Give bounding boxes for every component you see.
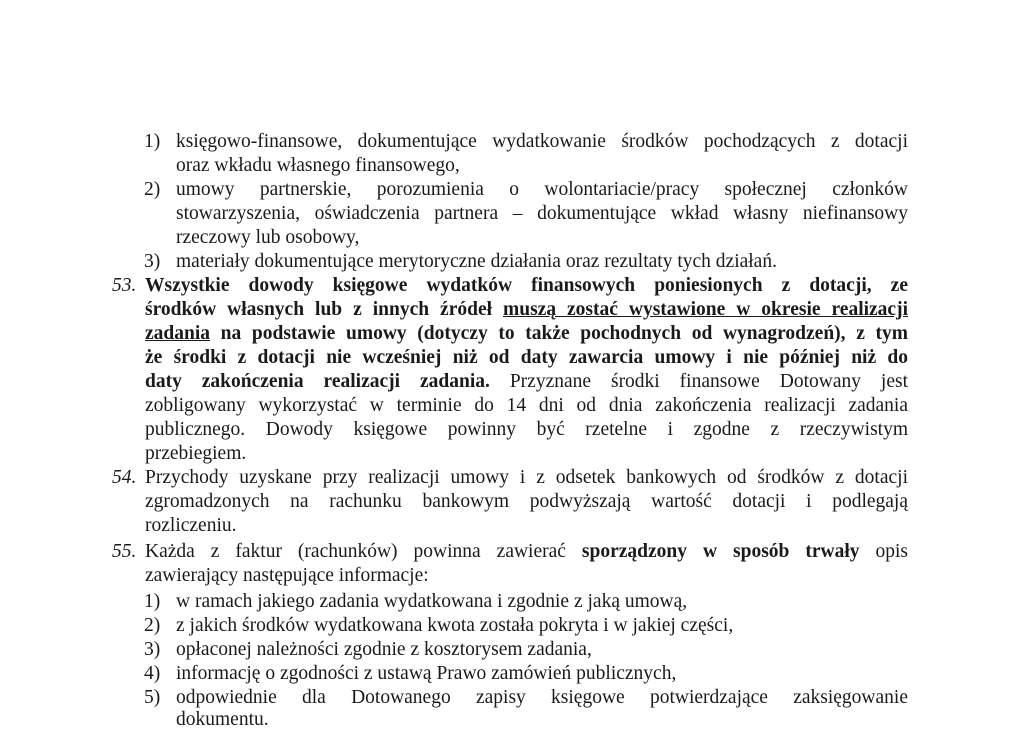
paragraph-55-number: 55.: [112, 541, 137, 562]
paragraph-53-line-1-text: Wszystkie dowody księgowe wydatków finansowych poniesionych z dotacji, ze: [145, 275, 908, 296]
paragraph-55-line-1: [145, 540, 908, 564]
list-a-number-2: 2): [144, 179, 161, 200]
list-b-item-5-line-1: odpowiednie dla Dotowanego zapisy księgowe potwierdzające zaksięgowanie: [176, 687, 908, 708]
list-a-item-2-line-3: rzeczowy lub osobowy,: [176, 227, 360, 248]
list-a-item-2-line-1: umowy partnerskie, porozumienia o wolontariacie/pracy społecznej członków: [176, 179, 908, 200]
list-b-number-5: 5): [144, 687, 161, 708]
paragraph-54-line-1: Przychody uzyskane przy realizacji umowy i z odsetek bankowych od środków z dotacji: [145, 467, 908, 488]
paragraph-55-line-1-regular: Każda z faktur (rachunków) powinna zawierać: [145, 541, 582, 562]
list-b-item-2-line-1: z jakich środków wydatkowana kwota została pokryta i w jakiej części,: [176, 615, 734, 636]
list-b-number-3: 3): [144, 639, 161, 660]
paragraph-54-line-3: rozliczeniu.: [145, 515, 237, 536]
list-b-item-3-line-1: opłaconej należności zgodnie z kosztorysem zadania,: [176, 639, 592, 660]
paragraph-55-line-2: zawierający następujące informacje:: [145, 565, 429, 586]
paragraph-55-line-1-end: opis: [859, 541, 908, 562]
list-b-number-2: 2): [144, 615, 161, 636]
paragraph-53-line-6: zobligowany wykorzystać w terminie do 14 dni od dnia zakończenia realizacji zadania: [145, 395, 908, 416]
paragraph-53-line-4-text: że środki z dotacji nie wcześniej niż od daty zawarcia umowy i nie później niż do: [145, 347, 908, 368]
list-a-item-1-line-1: księgowo-finansowe, dokumentujące wydatkowanie środków pochodzących z dotacji: [176, 131, 908, 152]
paragraph-53-line-3-bold: na podstawie umowy (dotyczy to także pochodnych od wynagrodzeń), z tym: [210, 323, 908, 344]
list-b-item-5-line-2: dokumentu.: [176, 709, 269, 730]
list-b-number-4: 4): [144, 663, 161, 684]
paragraph-53-line-8: przebiegiem.: [145, 443, 247, 464]
paragraph-53-line-3: [145, 322, 908, 346]
list-a-item-1-line-2: oraz wkładu własnego finansowego,: [176, 155, 460, 176]
paragraph-53-line-2-bold: środków własnych lub z innych źródeł: [145, 299, 503, 320]
paragraph-54-number: 54.: [112, 467, 137, 488]
list-b-item-1-line-1: w ramach jakiego zadania wydatkowana i zgodnie z jaką umową,: [176, 591, 688, 612]
paragraph-53-line-7: publicznego. Dowody księgowe powinny być rzetelne i zgodne z rzeczywistym: [145, 419, 908, 440]
list-a-number-1: 1): [144, 131, 161, 152]
paragraph-53-line-5-bold: daty zakończenia realizacji zadania.: [145, 371, 490, 392]
list-a-number-3: 3): [144, 251, 161, 272]
paragraph-53-line-5-regular: Przyznane środki finansowe Dotowany jest: [489, 371, 908, 392]
list-b-item-4-line-1: informację o zgodności z ustawą Prawo zamówień publicznych,: [176, 663, 677, 684]
paragraph-53-line-4: [145, 346, 908, 370]
list-b-number-1: 1): [144, 591, 161, 612]
paragraph-53-line-2-underlined: muszą zostać wystawione w okresie realizacji: [502, 299, 908, 320]
paragraph-53-line-5: [145, 370, 908, 394]
list-a-item-2-line-2: stowarzyszenia, oświadczenia partnera – dokumentujące wkład własny niefinansowy: [176, 203, 908, 224]
paragraph-53-line-1: [145, 274, 908, 298]
paragraph-55-line-1-bold: sporządzony w sposób trwały: [581, 541, 860, 562]
paragraph-53-line-2: [145, 298, 908, 322]
paragraph-54-line-2: zgromadzonych na rachunku bankowym podwyższają wartość dotacji i podlegają: [145, 491, 908, 512]
paragraph-53-number: 53.: [112, 275, 137, 296]
paragraph-53-line-3-underlined: zadania: [145, 323, 211, 344]
list-a-item-3-line-1: materiały dokumentujące merytoryczne działania oraz rezultaty tych działań.: [176, 251, 777, 272]
